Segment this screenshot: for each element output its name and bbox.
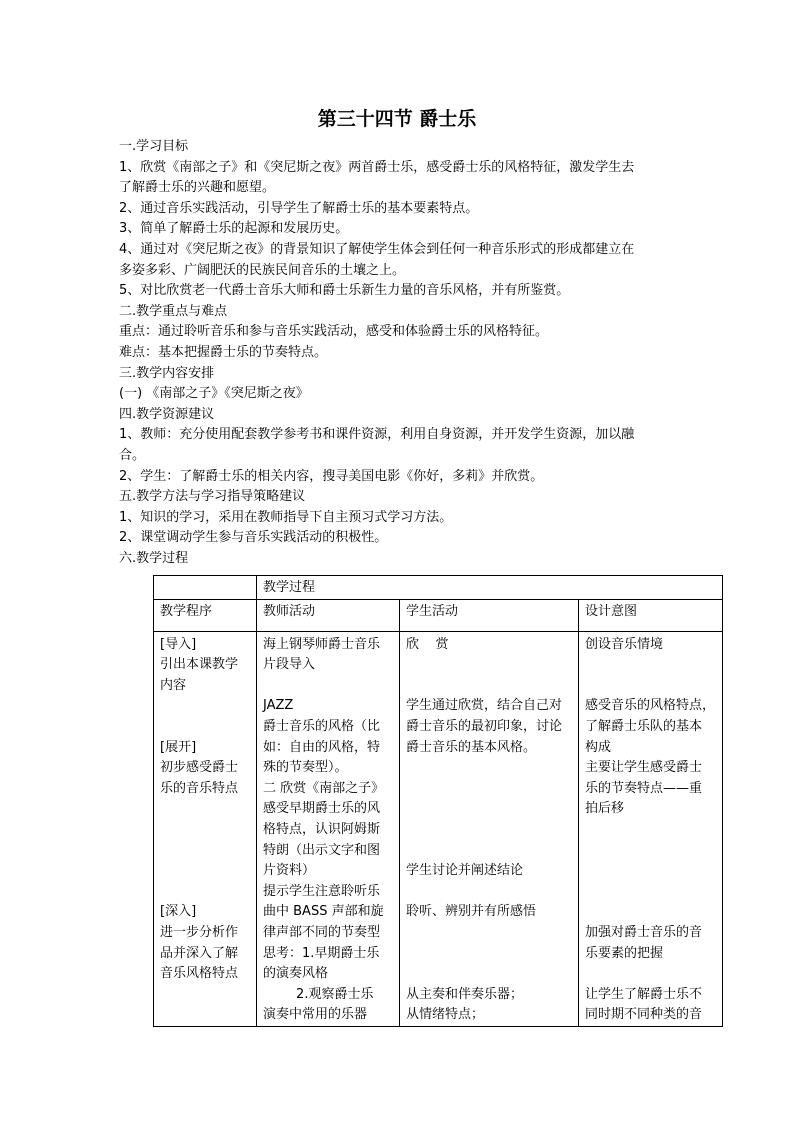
col-procedure: [154, 631, 257, 1026]
table-cell-line: [406, 964, 574, 985]
body-line: 多姿多彩、广阔肥沃的民族民间音乐的土壤之上。: [119, 262, 406, 278]
table-cell-line: JAZZ: [263, 698, 294, 714]
table-cell-line: 特朗（出示文字和图: [263, 842, 381, 858]
body-line: 1、教师：充分使用配套教学参考书和课件资源，利用自身资源，并开发学生资源，加以融: [119, 427, 635, 443]
table-cell-line: 学生通过欣赏，结合自己对: [406, 698, 563, 714]
col-teacher-activity: [257, 631, 400, 1026]
body-line: 4、通过对《突尼斯之夜》的背景知识了解使学生体会到任何一种音乐形式的形成都建立在: [119, 241, 635, 257]
table-cell-line: 提示学生注意聆听乐: [263, 883, 381, 899]
table-cell-line: [406, 676, 574, 697]
table-cell-line: [406, 820, 574, 841]
col-student-activity: [400, 631, 579, 1026]
table-cell-line: [深入]: [160, 904, 197, 920]
body-line: 2、通过音乐实践活动，引导学生了解爵士乐的基本要素特点。: [119, 200, 479, 216]
body-line: 了解爵士乐的兴趣和愿望。: [119, 180, 276, 196]
table-cell-line: 如：自由的风格，特: [263, 739, 381, 755]
table-cell-line: 格特点，认识阿姆斯: [263, 821, 381, 837]
header-student-activity: 学生活动: [400, 599, 579, 631]
body-line: 六.教学过程: [119, 550, 189, 566]
table-cell-line: 的演奏风格: [263, 966, 329, 982]
table-cell-line: 同时期不同种类的音: [585, 1007, 703, 1023]
body-line: 三.教学内容安排: [119, 365, 215, 381]
table-cell-line: [585, 902, 718, 923]
table-blank-cell: [154, 576, 257, 600]
body-line: 二.教学重点与难点: [119, 303, 228, 319]
table-cell-line: [406, 841, 574, 862]
table-cell-line: 从主奏和伴奏乐器；: [406, 986, 524, 1002]
body-line: 5、对比欣赏老一代爵士音乐大师和爵士乐新生力量的音乐风格，并有所鉴赏。: [119, 283, 570, 299]
table-cell-line: [406, 944, 574, 965]
table-cell-line: 殊的节奏型）。: [263, 760, 348, 776]
table-cell-line: 欣 赏: [406, 636, 449, 652]
table-cell-line: [585, 964, 718, 985]
table-cell-line: 演奏中常用的乐器: [263, 1007, 368, 1023]
col-design-intent: [579, 631, 723, 1026]
table-cell-line: [160, 799, 252, 820]
table-cell-line: 引出本课教学: [160, 657, 239, 673]
table-cell-line: 了解爵士乐队的基本: [585, 718, 703, 734]
table-cell-line: [585, 861, 718, 882]
table-cell-line: [406, 779, 574, 800]
table-cell-line: [导入]: [160, 636, 197, 652]
body-line: (一) 《南部之子》《突尼斯之夜》: [119, 386, 309, 402]
body-line: 四.教学资源建议: [119, 406, 215, 422]
body-line: 难点：基本把握爵士乐的节奏特点。: [119, 344, 328, 360]
table-cell-line: 初步感受爵士: [160, 760, 239, 776]
table-cell-line: [406, 923, 574, 944]
table-cell-line: 从情绪特点；: [406, 1007, 485, 1023]
table-cell-line: [406, 799, 574, 820]
table-cell-line: [585, 882, 718, 903]
table-cell-line: [263, 676, 395, 697]
table-cell-line: [406, 882, 574, 903]
table-cell-line: 律声部不同的节奏型: [263, 924, 381, 940]
table-cell-line: 感受早期爵士乐的风: [263, 801, 381, 817]
table-cell-line: [160, 841, 252, 862]
table-cell-line: 音乐风格特点: [160, 966, 239, 982]
table-cell-line: 曲中 BASS 声部和旋: [263, 904, 384, 920]
table-cell-line: 片段导入: [263, 657, 316, 673]
body-line: 2、课堂调动学生参与音乐实践活动的积极性。: [119, 530, 388, 546]
body-line: 2、学生：了解爵士乐的相关内容，搜寻美国电影《你好，多莉》并欣赏。: [119, 468, 544, 484]
table-cell-line: 乐的音乐特点: [160, 780, 239, 796]
body-line: 五.教学方法与学习指导策略建议: [119, 489, 306, 505]
table-cell-line: 进一步分析作: [160, 924, 239, 940]
table-cell-line: 学生讨论并阐述结论: [406, 863, 524, 879]
table-cell-line: 海上钢琴师爵士音乐: [263, 636, 381, 652]
table-cell-line: 乐要素的把握: [585, 945, 664, 961]
table-cell-line: 构成: [585, 739, 612, 755]
table-cell-line: 品并深入了解: [160, 945, 239, 961]
body-line: 3、简单了解爵士乐的起源和发展历史。: [119, 221, 349, 237]
table-caption: 教学过程: [257, 576, 723, 600]
table-cell-line: [160, 861, 252, 882]
table-cell-line: 思考：1.早期爵士乐: [263, 945, 380, 961]
body-line: 1、欣赏《南部之子》和《突尼斯之夜》两首爵士乐，感受爵士乐的风格特征，激发学生去: [119, 159, 635, 175]
body-text: [119, 137, 689, 569]
table-cell-line: [585, 841, 718, 862]
table-cell-line: 让学生了解爵士乐不: [585, 986, 703, 1002]
table-cell-line: 主要让学生感受爵士: [585, 760, 703, 776]
header-design-intent: 设计意图: [579, 599, 723, 631]
table-cell-line: [160, 717, 252, 738]
table-cell-line: 加强对爵士音乐的音: [585, 924, 703, 940]
table-cell-line: 爵士音乐的风格（比: [263, 718, 381, 734]
table-cell-line: [160, 696, 252, 717]
table-cell-line: 聆听、辨别并有所感悟: [406, 904, 537, 920]
page-title: 第三十四节 爵士乐: [317, 108, 477, 130]
table-cell-line: [585, 676, 718, 697]
table-cell-line: 内容: [160, 677, 187, 693]
body-line: 合。: [119, 447, 146, 463]
table-cell-line: 爵士音乐的最初印象，讨论: [406, 718, 563, 734]
header-procedure: 教学程序: [154, 599, 257, 631]
teaching-process-table: [153, 575, 723, 1027]
table-cell-line: 二 欣赏《南部之子》: [263, 780, 385, 796]
table-cell-line: 乐的节奏特点——重: [585, 780, 703, 796]
table-cell-line: 2.观察爵士乐: [263, 986, 374, 1002]
header-teacher-activity: 教师活动: [257, 599, 400, 631]
table-cell-line: 拍后移: [585, 801, 625, 817]
table-cell-line: 爵士音乐的基本风格。: [406, 739, 537, 755]
table-cell-line: [585, 655, 718, 676]
table-cell-line: 感受音乐的风格特点，: [585, 698, 716, 714]
body-line: 重点：通过聆听音乐和参与音乐实践活动，感受和体验爵士乐的风格特征。: [119, 324, 549, 340]
table-cell-line: 创设音乐情境: [585, 636, 664, 652]
table-cell-line: 片资料）: [263, 863, 316, 879]
table-cell-line: [406, 758, 574, 779]
table-cell-line: [展开]: [160, 739, 197, 755]
body-line: 一.学习目标: [119, 139, 189, 154]
table-cell-line: [160, 882, 252, 903]
body-line: 1、知识的学习，采用在教师指导下自主预习式学习方法。: [119, 509, 453, 525]
table-cell-line: [160, 820, 252, 841]
table-cell-line: [585, 820, 718, 841]
table-cell-line: [406, 655, 574, 676]
